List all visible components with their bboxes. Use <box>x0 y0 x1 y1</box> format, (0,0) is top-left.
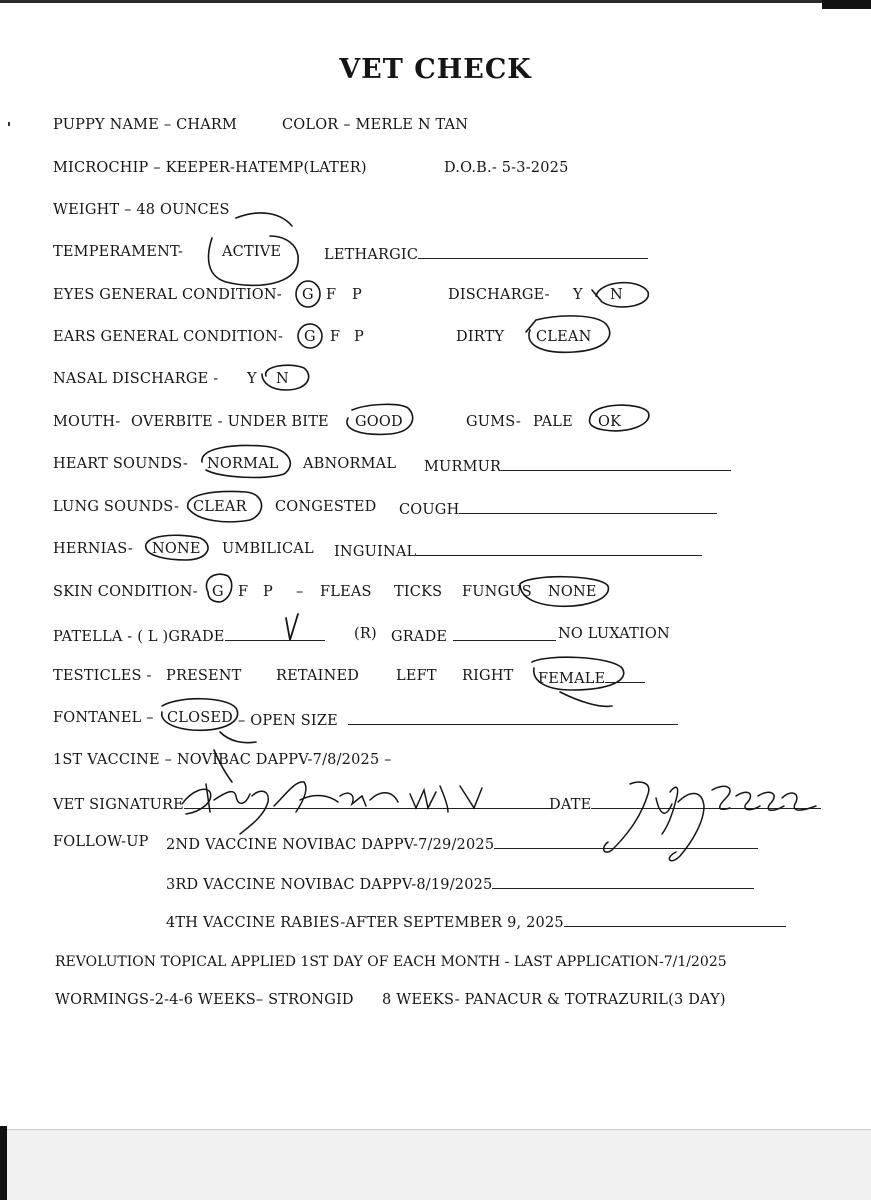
skin-row <box>53 584 198 600</box>
murmur-blank <box>501 456 731 471</box>
dob: D.O.B.- 5-3-2025 <box>444 160 569 176</box>
discharge-label: DISCHARGE- <box>448 287 550 303</box>
pale-wrap <box>533 414 573 430</box>
scan-corner-mark <box>822 0 871 9</box>
skin-g-wrap <box>212 584 224 600</box>
vaccine3-blank <box>492 874 754 889</box>
heart-murmur: MURMUR <box>424 459 502 475</box>
hernias-umbilical: UMBILICAL <box>222 541 314 557</box>
temperament-active: ACTIVE <box>222 244 282 260</box>
lung-clear-wrap <box>193 499 247 515</box>
fungus-wrap <box>462 584 532 600</box>
hernias-none-wrap <box>152 541 201 557</box>
discharge-y-wrap <box>573 287 583 303</box>
left-wrap <box>396 668 437 684</box>
eyes-p-wrap <box>352 287 362 303</box>
skin-f-wrap <box>238 584 248 600</box>
vet-signature-label: VET SIGNATURE <box>53 797 184 813</box>
eyes-f: F <box>326 287 337 303</box>
lung-label: LUNG SOUNDS- <box>53 499 180 515</box>
ears-label: EARS GENERAL CONDITION- <box>53 329 284 345</box>
temperament-label: TEMPERAMENT- <box>53 244 184 260</box>
female-wrap <box>538 668 645 687</box>
dob-row <box>444 160 569 176</box>
heart-abnormal: ABNORMAL <box>303 456 397 472</box>
skin-fungus: FUNGUS <box>462 584 532 600</box>
fontanel-row <box>53 710 154 726</box>
patella-row <box>53 626 325 645</box>
fontanel-closed: CLOSED <box>167 710 233 726</box>
patella-right-blank <box>453 626 556 641</box>
nasal-n-wrap <box>276 371 289 387</box>
female-blank <box>605 668 645 683</box>
revolution: REVOLUTION TOPICAL APPLIED 1ST DAY OF EACH MONTH - LAST APPLICATION-7/1/2025 <box>55 954 727 970</box>
hernias-label: HERNIAS- <box>53 541 133 557</box>
vaccine1: 1ST VACCINE – NOVIBAC DAPPV-7/8/2025 – <box>53 752 392 768</box>
temperament-lethargic-wrap <box>324 244 648 263</box>
discharge-n: N <box>610 287 623 303</box>
lung-congested: CONGESTED <box>275 499 377 515</box>
vaccine1-row <box>53 752 392 768</box>
circle-active-stroke <box>236 213 292 226</box>
color-row <box>282 117 468 133</box>
ears-p: P <box>354 329 364 345</box>
revolution-row <box>55 954 727 970</box>
vaccine4: 4TH VACCINE RABIES-AFTER SEPTEMBER 9, 2025 <box>166 915 564 931</box>
skin-none-wrap <box>548 584 597 600</box>
skin-fleas: FLEAS <box>320 584 372 600</box>
temperament-lethargic: LETHARGIC <box>324 247 419 263</box>
hernias-none: NONE <box>152 541 201 557</box>
patella-r-wrap <box>354 626 377 642</box>
fleas-wrap <box>320 584 372 600</box>
skin-none: NONE <box>548 584 597 600</box>
wormings-panacur: 8 WEEKS- PANACUR & TOTRAZURIL(3 DAY) <box>382 992 726 1008</box>
patella-label: PATELLA - ( L )GRADE <box>53 629 225 645</box>
lung-row <box>53 499 179 515</box>
cough-blank <box>459 499 717 514</box>
eyes-g-wrap <box>302 287 314 303</box>
puppy-row <box>53 117 237 133</box>
skin-label: SKIN CONDITION- <box>53 584 198 600</box>
mouth-label: MOUTH- <box>53 414 121 430</box>
vaccine3: 3RD VACCINE NOVIBAC DAPPV-8/19/2025 <box>166 877 493 893</box>
open-size-wrap <box>238 710 678 729</box>
scan-speck <box>8 122 10 126</box>
ears-g: G <box>304 329 316 345</box>
vaccine4-blank <box>564 912 786 927</box>
hernias-inguinal: INGUINAL <box>334 544 417 560</box>
testicles-retained: RETAINED <box>276 668 360 684</box>
mouth-good: GOOD <box>355 414 403 430</box>
eyes-label: EYES GENERAL CONDITION- <box>53 287 282 303</box>
wormings-8wk-row <box>382 992 726 1008</box>
circle-closed-tail <box>220 732 256 743</box>
good-wrap <box>355 414 403 430</box>
mouth-bite: OVERBITE - UNDER BITE <box>131 414 329 430</box>
skin-dash: – <box>296 584 304 600</box>
fontanel-open-size: – OPEN SIZE <box>238 713 338 729</box>
discharge-wrap <box>448 287 550 303</box>
skin-f: F <box>238 584 249 600</box>
ears-p-wrap <box>354 329 364 345</box>
ticks-wrap <box>394 584 442 600</box>
puppy-color: COLOR – MERLE N TAN <box>282 117 469 133</box>
heart-label: HEART SOUNDS- <box>53 456 188 472</box>
vet-signature-row <box>53 794 551 813</box>
eyes-f-wrap <box>326 287 336 303</box>
temperament-row <box>53 244 183 260</box>
heart-normal-wrap <box>207 456 279 472</box>
ears-f-wrap <box>330 329 340 345</box>
eyes-g: G <box>302 287 314 303</box>
open-size-blank <box>348 710 678 725</box>
gums-label: GUMS- <box>466 414 522 430</box>
patella-grade-wrap <box>391 626 556 645</box>
gums-ok: OK <box>598 414 622 430</box>
page-top-edge <box>0 0 871 3</box>
vaccine2-blank <box>494 834 758 849</box>
eyes-p: P <box>352 287 362 303</box>
nasal-y: Y <box>247 371 257 387</box>
wormings-strongid: WORMINGS-2-4-6 WEEKS– STRONGID <box>55 992 354 1008</box>
retained-wrap <box>276 668 359 684</box>
lung-cough: COUGH <box>399 502 460 518</box>
ok-wrap <box>598 414 621 430</box>
date-row <box>549 794 821 813</box>
eyes-row <box>53 287 282 303</box>
testicles-label: TESTICLES - <box>53 668 152 684</box>
page-title: VET CHECK <box>339 54 532 85</box>
wormings-row <box>55 992 354 1008</box>
heart-abnormal-wrap <box>303 456 396 472</box>
no-luxation-wrap <box>558 626 670 642</box>
nasal-row <box>53 371 218 387</box>
fontanel-label: FONTANEL – <box>53 710 154 726</box>
skin-p-wrap <box>263 584 273 600</box>
gums-pale: PALE <box>533 414 573 430</box>
present-wrap <box>166 668 242 684</box>
umbilical-wrap <box>222 541 314 557</box>
vaccine3-row <box>166 874 754 893</box>
nasal-n: N <box>276 371 289 387</box>
ears-dirty: DIRTY <box>456 329 505 345</box>
skin-g: G <box>212 584 224 600</box>
clean-wrap <box>536 329 591 345</box>
patella-left-blank <box>225 626 325 641</box>
testicles-row <box>53 668 152 684</box>
microchip: MICROCHIP – KEEPER-HATEMP(LATER) <box>53 160 367 176</box>
puppy-name: PUPPY NAME – CHARM <box>53 117 238 133</box>
right-wrap <box>462 668 514 684</box>
patella-no-luxation: NO LUXATION <box>558 626 670 642</box>
temperament-blank <box>418 244 648 259</box>
weight: WEIGHT – 48 OUNCES <box>53 202 230 218</box>
ears-row <box>53 329 283 345</box>
page-left-edge <box>0 1126 7 1200</box>
ears-g-wrap <box>304 329 316 345</box>
murmur-wrap <box>424 456 731 475</box>
vaccine2-row <box>166 834 758 853</box>
testicles-present: PRESENT <box>166 668 242 684</box>
circle-female-tail <box>560 692 612 706</box>
bite-wrap <box>131 414 329 430</box>
vaccine2: 2ND VACCINE NOVIBAC DAPPV-7/29/2025 <box>166 837 495 853</box>
vaccine4-row <box>166 912 786 931</box>
discharge-n-wrap <box>610 287 623 303</box>
gums-wrap <box>466 414 521 430</box>
temperament-active-wrap <box>222 244 281 260</box>
heart-normal: NORMAL <box>207 456 279 472</box>
testicles-female: FEMALE <box>538 671 606 687</box>
inguinal-wrap <box>334 541 702 560</box>
nasal-label: NASAL DISCHARGE - <box>53 371 219 387</box>
mouth-row <box>53 414 120 430</box>
date-blank <box>591 794 821 809</box>
lung-congested-wrap <box>275 499 376 515</box>
followup-label: FOLLOW-UP <box>53 834 149 850</box>
skin-dash-wrap <box>296 584 303 600</box>
patella-grade-right: GRADE <box>391 629 448 645</box>
discharge-y: Y <box>573 287 583 303</box>
heart-row <box>53 456 188 472</box>
cough-wrap <box>399 499 717 518</box>
closed-wrap <box>167 710 233 726</box>
lung-clear: CLEAR <box>193 499 247 515</box>
dirty-wrap <box>456 329 504 345</box>
microchip-row <box>53 160 367 176</box>
ears-clean: CLEAN <box>536 329 592 345</box>
inguinal-blank <box>416 541 702 556</box>
skin-p: P <box>263 584 273 600</box>
scanner-bed-area <box>0 1130 871 1200</box>
signature-blank <box>184 794 551 809</box>
hernias-row <box>53 541 133 557</box>
date-label: DATE <box>549 797 592 813</box>
followup-row <box>53 834 149 850</box>
patella-r: (R) <box>354 626 377 642</box>
ears-f: F <box>330 329 341 345</box>
skin-ticks: TICKS <box>394 584 443 600</box>
testicles-right: RIGHT <box>462 668 514 684</box>
testicles-left: LEFT <box>396 668 437 684</box>
weight-row <box>53 202 230 218</box>
nasal-y-wrap <box>247 371 257 387</box>
